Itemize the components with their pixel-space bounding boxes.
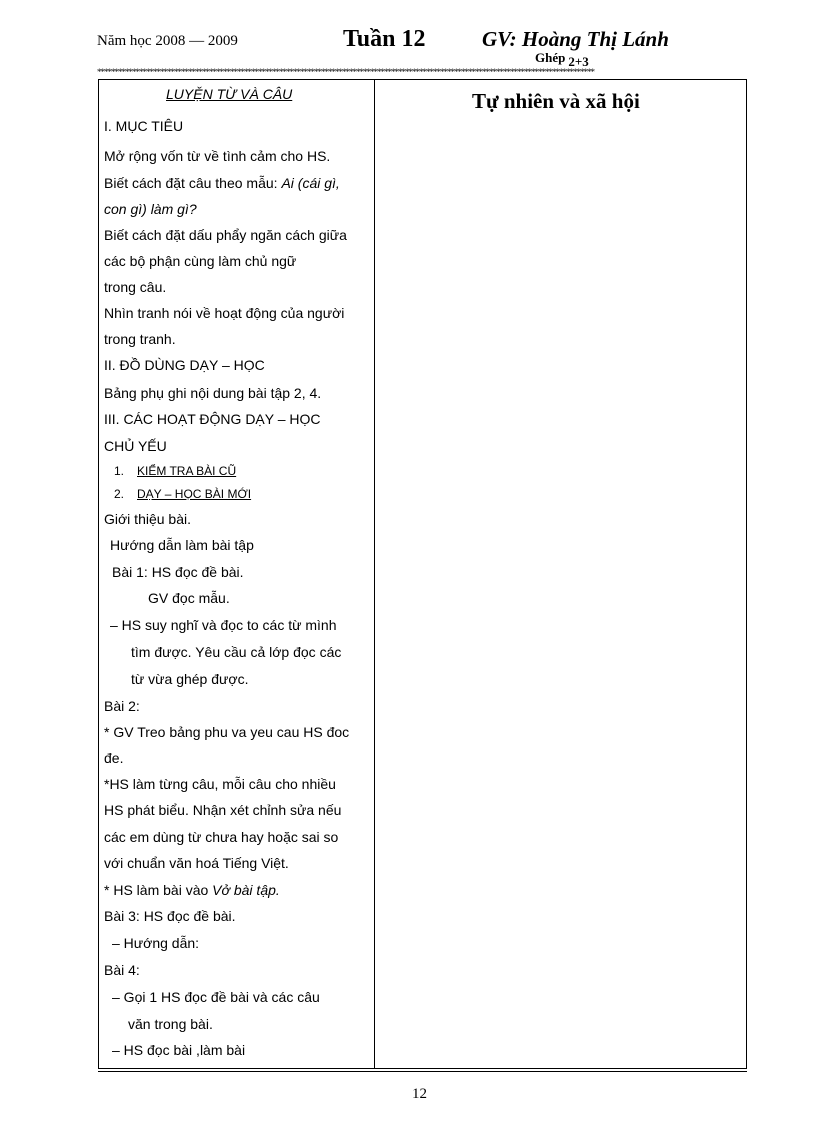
text-line: Nhìn tranh nói về hoạt động của người bbox=[104, 305, 345, 321]
text-line: Mở rộng vốn từ về tình cảm cho HS. bbox=[104, 148, 331, 164]
list-number: 1. bbox=[114, 464, 125, 478]
frame-left-border bbox=[98, 79, 99, 1069]
text-line: * GV Treo bảng phu va yeu cau HS đoc bbox=[104, 724, 350, 740]
text-line: các em dùng từ chưa hay hoặc sai so bbox=[104, 829, 339, 845]
text-line: văn trong bài. bbox=[128, 1016, 213, 1032]
section-heading: I. MỤC TIÊU bbox=[104, 118, 184, 134]
text-line: từ vừa ghép được. bbox=[131, 671, 249, 687]
section-heading: II. ĐỒ DÙNG DẠY – HỌC bbox=[104, 357, 265, 373]
ghep-label: Ghép bbox=[535, 50, 566, 65]
ghep-classes: 2+3 bbox=[568, 54, 589, 69]
italic-fragment: Ai (cái gì, bbox=[281, 175, 340, 191]
text-line bbox=[104, 882, 280, 898]
text-line: tìm được. Yêu cầu cả lớp đọc các bbox=[131, 644, 342, 660]
text-line: các bộ phận cùng làm chủ ngữ bbox=[104, 253, 297, 269]
subsection-heading: KIỂM TRA BÀI CŨ bbox=[137, 464, 237, 478]
text-line: với chuẩn văn hoá Tiếng Việt. bbox=[104, 855, 289, 871]
lesson-title: LUYỆN TỪ VÀ CÂU bbox=[166, 86, 293, 102]
frame-top-border bbox=[98, 79, 747, 80]
text-line: Biết cách đặt dấu phẩy ngăn cách giữa bbox=[104, 227, 347, 243]
text-line: – Hướng dẫn: bbox=[112, 935, 200, 951]
text-line: Hướng dẫn làm bài tập bbox=[110, 537, 254, 553]
star-divider: ********************************************************************************************************************************************** bbox=[97, 67, 594, 77]
text-line: – Gọi 1 HS đọc đề bài và các câu bbox=[112, 989, 320, 1005]
italic-fragment: Vở bài tập. bbox=[212, 882, 280, 898]
text-line: GV đọc mẫu. bbox=[148, 590, 230, 606]
list-number: 2. bbox=[114, 487, 125, 501]
frame-right-border bbox=[746, 79, 747, 1069]
text-line bbox=[104, 175, 340, 191]
text-line: *HS làm từng câu, mỗi câu cho nhiều bbox=[104, 776, 336, 792]
header-week: Tuần 12 bbox=[343, 26, 426, 52]
section-heading: CHỦ YẾU bbox=[104, 438, 167, 454]
text-line: Bài 4: bbox=[104, 962, 140, 978]
text-line: con gì) làm gì? bbox=[104, 201, 197, 217]
frame-column-divider bbox=[374, 79, 375, 1069]
frame-bottom-border-double bbox=[98, 1071, 747, 1072]
header-teacher: GV: Hoàng Thị Lánh bbox=[482, 27, 669, 51]
page-number: 12 bbox=[412, 1086, 427, 1102]
text-line: Bài 2: bbox=[104, 698, 140, 714]
text-line: trong câu. bbox=[104, 279, 167, 295]
right-column-title: Tự nhiên và xã hội bbox=[472, 89, 640, 113]
text-line: – HS suy nghĩ và đọc to các từ mình bbox=[110, 617, 337, 633]
text-line: Giới thiệu bài. bbox=[104, 511, 192, 527]
header-school-year: Năm học 2008 — 2009 bbox=[97, 33, 238, 49]
frame-bottom-border bbox=[98, 1068, 747, 1069]
text-line: HS phát biểu. Nhận xét chỉnh sửa nếu bbox=[104, 802, 342, 818]
section-heading: III. CÁC HOẠT ĐỘNG DẠY – HỌC bbox=[104, 411, 321, 427]
text-line: Bảng phụ ghi nội dung bài tập 2, 4. bbox=[104, 385, 322, 401]
text-fragment: * HS làm bài vào bbox=[104, 882, 213, 898]
text-fragment: Biết cách đặt câu theo mẫu: bbox=[104, 175, 282, 191]
text-line: trong tranh. bbox=[104, 331, 176, 347]
text-line: Bài 3: HS đọc đề bài. bbox=[104, 908, 236, 924]
text-line: – HS đọc bài ,làm bài bbox=[112, 1042, 246, 1058]
text-line: Bài 1: HS đọc đề bài. bbox=[112, 564, 244, 580]
text-line: đe. bbox=[104, 750, 124, 766]
subsection-heading: DẠY – HỌC BÀI MỚI bbox=[137, 487, 252, 501]
